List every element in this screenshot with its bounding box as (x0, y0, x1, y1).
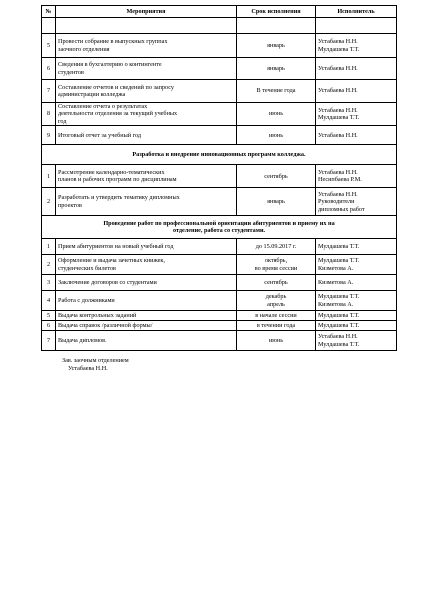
row-deadline: сентябрь (237, 165, 316, 188)
row-event-line: Составление отчетов и сведений по запросу (58, 83, 174, 91)
section3-title (42, 216, 397, 239)
row-num: 6 (42, 58, 56, 80)
row-executor (316, 188, 397, 216)
row-event (56, 34, 237, 58)
row-executor (316, 321, 397, 331)
row-deadline (237, 18, 316, 34)
signature-block (62, 357, 129, 373)
header-deadline: Срок исполнения (237, 6, 316, 18)
section2-body (42, 165, 397, 216)
row-executor (316, 255, 397, 275)
row-num: 2 (42, 188, 56, 216)
row-event-line: Сведения в бухгалтерию о контингенте (58, 61, 162, 69)
table-row (42, 321, 397, 331)
table-header-row (42, 6, 397, 18)
row-event-line: деятельности отделения за текущий учебных (58, 110, 178, 118)
row-deadline (237, 291, 316, 311)
row-event-line: администрации колледжа (58, 91, 126, 98)
row-deadline (237, 331, 316, 351)
section1-body (42, 18, 397, 145)
row-deadline-line: до 15.09.2017 г. (255, 243, 297, 251)
row-deadline (237, 321, 316, 331)
row-executor (316, 275, 397, 291)
row-executor-line: Устабаева Н.Н. (318, 131, 358, 139)
row-event (56, 255, 237, 275)
row-deadline-line: октябрь, (264, 257, 288, 265)
row-num: 9 (42, 126, 56, 145)
row-deadline: июнь (237, 126, 316, 145)
row-executor (316, 18, 397, 34)
row-deadline (237, 255, 316, 275)
row-executor-line: Устабаева Н.Н. (318, 64, 358, 72)
row-event (56, 126, 237, 145)
row-event-line: Рассмотрение календарно-тематических (58, 168, 165, 176)
row-event (56, 58, 237, 80)
table-row (42, 311, 397, 321)
row-executor-line: Мулдашева Т.Т. (318, 322, 360, 330)
row-event-line: Провести собрание в выпускных группах (58, 38, 168, 46)
row-event (56, 80, 237, 103)
section-title-row (42, 145, 397, 165)
row-deadline (237, 311, 316, 321)
table-row (42, 103, 397, 126)
row-executor (316, 331, 397, 351)
row-executor (316, 291, 397, 311)
row-event (56, 311, 237, 321)
row-num: 5 (42, 34, 56, 58)
row-event-line: Разработать и утвердить тематику дипломных (58, 194, 180, 202)
row-executor-line: Мулдашева Т.Т. (318, 45, 360, 53)
table-row (42, 165, 397, 188)
row-num: 3 (42, 275, 56, 291)
row-executor (316, 126, 397, 145)
table-row (42, 80, 397, 103)
row-event (56, 321, 237, 331)
row-event-line: студенческих билетов (58, 264, 116, 272)
row-deadline: июнь (237, 103, 316, 126)
row-event-line: Составление отчета о результатах (58, 103, 148, 110)
header-executor: Исполнитель (316, 6, 397, 18)
row-num: 6 (42, 321, 56, 331)
header-event: Мероприятия (56, 6, 237, 18)
row-executor-line: Мулдашева Т.Т. (318, 340, 360, 348)
row-executor-line: Устабаева Н.Н. (318, 168, 358, 176)
row-event-line: Выдача дипломов. (58, 337, 107, 345)
row-event (56, 103, 237, 126)
row-num: 8 (42, 103, 56, 126)
row-num: 4 (42, 291, 56, 311)
row-event-line: студентов (58, 68, 84, 76)
row-deadline: январь (237, 188, 316, 216)
row-event-line: Оформление и выдача зачетных книжек, (58, 257, 165, 265)
row-deadline (237, 275, 316, 291)
signature-name: Устабаева Н.Н. (68, 365, 108, 373)
table-row (42, 18, 397, 34)
row-event (56, 275, 237, 291)
row-executor-line: Кизметова А. (318, 264, 354, 272)
table-row (42, 331, 397, 351)
section2-title-body (42, 145, 397, 165)
row-executor-line: Кизметова А. (318, 279, 354, 287)
table-row (42, 255, 397, 275)
row-deadline-line: апрель (267, 300, 285, 308)
row-executor (316, 34, 397, 58)
row-event-line: Заключение договоров со студентами (58, 279, 157, 287)
section3-title-body (42, 216, 397, 239)
table-row (42, 58, 397, 80)
row-executor-line: Несипбаева Р.М. (318, 176, 362, 184)
row-executor-line: дипломных работ (318, 205, 365, 213)
section3-body (42, 239, 397, 351)
header-num: № (42, 6, 56, 18)
section-title-row (42, 216, 397, 239)
row-num: 2 (42, 255, 56, 275)
row-event (56, 188, 237, 216)
row-executor (316, 311, 397, 321)
row-executor-line: Устабаева Н.Н. (318, 38, 358, 46)
row-event-line: год (58, 117, 67, 125)
row-num: 5 (42, 311, 56, 321)
row-executor-line: Мулдашева Т.Т. (318, 293, 360, 301)
row-deadline-line: в течении года (256, 322, 296, 330)
row-event (56, 165, 237, 188)
row-executor-line: Устабаева Н.Н. (318, 190, 358, 198)
row-executor (316, 103, 397, 126)
table-row (42, 126, 397, 145)
row-event (56, 18, 237, 34)
row-event (56, 239, 237, 255)
row-executor (316, 58, 397, 80)
row-executor-line: Устабаева Н.Н. (318, 333, 358, 341)
row-deadline-line: в начале сессии (255, 312, 297, 320)
row-deadline-line: сентябрь (264, 279, 288, 287)
row-executor (316, 239, 397, 255)
row-deadline-line: июнь (268, 337, 284, 345)
row-event-line: Итоговый отчет за учебный год (58, 131, 142, 139)
row-num: 1 (42, 239, 56, 255)
row-event (56, 331, 237, 351)
row-deadline: январь (237, 58, 316, 80)
row-executor-line: Мулдашева Т.Т. (318, 243, 360, 251)
section2-title: Разработка и внедрение инновационных программ колледжа. (42, 145, 397, 165)
row-event-line: Прием абитуриентов на новый учебный год (58, 243, 174, 251)
row-deadline: январь (237, 34, 316, 58)
row-event-line: Работа с должниками (58, 297, 115, 305)
section3-title-line: Проведение работ по профессиональной ориентации абитуриентов и приему их на (103, 219, 335, 227)
row-executor-line: Мулдашева Т.Т. (318, 312, 360, 320)
row-deadline (237, 239, 316, 255)
row-executor (316, 80, 397, 103)
row-num: 1 (42, 165, 56, 188)
row-executor-line: Кизметова А. (318, 300, 354, 308)
row-event (56, 291, 237, 311)
plan-table (41, 5, 397, 351)
table-row (42, 291, 397, 311)
table-row (42, 34, 397, 58)
row-event-line: проектов (58, 201, 82, 209)
row-event-line: Выдача справок /различной формы/ (58, 322, 153, 330)
row-executor-line: Мулдашева Т.Т. (318, 257, 360, 265)
row-num (42, 18, 56, 34)
row-executor-line: Устабаева Н.Н. (318, 87, 358, 95)
row-executor-line: Мулдашева Т.Т. (318, 114, 360, 122)
row-deadline-line: во время сессии (254, 264, 298, 272)
row-deadline: В течение года (237, 80, 316, 103)
row-deadline-line: декабрь (265, 293, 287, 301)
table-row (42, 239, 397, 255)
row-executor-line: Устабаева Н.Н. (318, 106, 358, 114)
row-event-line: Выдача контрольных заданий (58, 312, 137, 320)
row-executor-line: Руководители (318, 198, 355, 206)
section3-title-line: отделение, работа со студентами. (172, 227, 266, 235)
row-event-line: заочного отделения (58, 45, 110, 53)
row-num: 7 (42, 80, 56, 103)
row-executor (316, 165, 397, 188)
table-row (42, 188, 397, 216)
table-row (42, 275, 397, 291)
row-event-line: планов и рабочих программ по дисциплинам (58, 176, 177, 184)
signature-position: Зав. заочным отделением (62, 357, 129, 364)
row-num: 7 (42, 331, 56, 351)
